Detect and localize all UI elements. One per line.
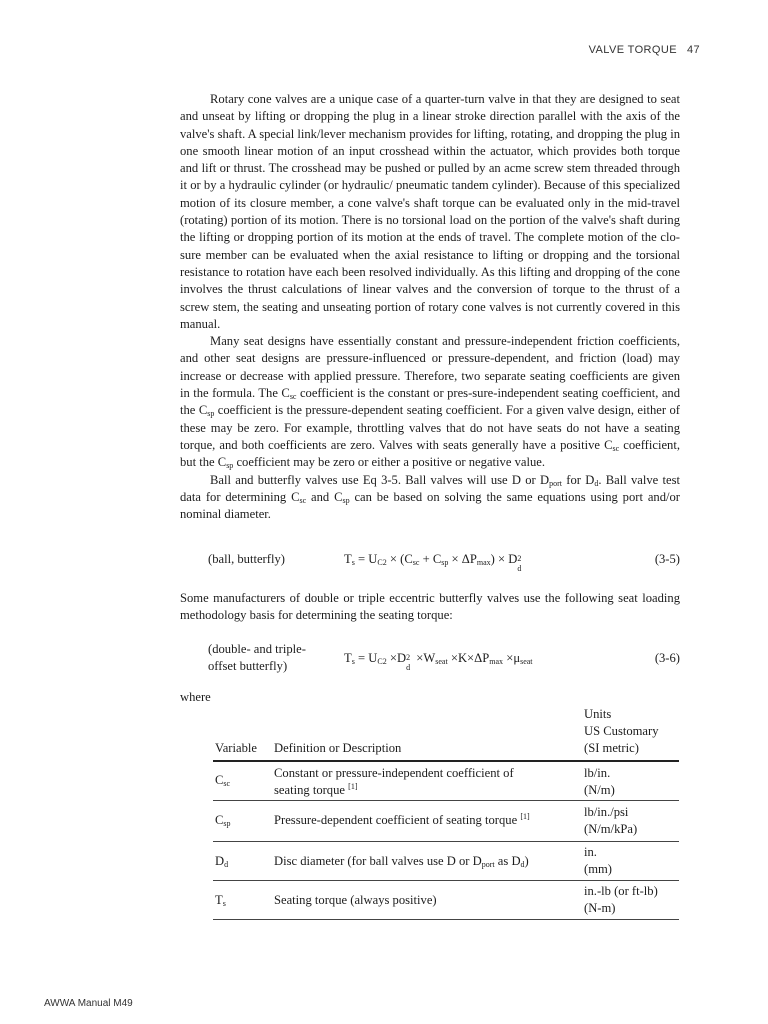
table-row [213,842,679,881]
variable-symbol: $T_s$ [215,893,226,908]
where-label: where [180,690,211,704]
variable-units: lb/in./psi (N/m/kPa) [584,805,638,836]
header-variable: Variable [215,741,257,755]
footer-manual-name: AWWA Manual M49 [44,998,133,1009]
page-number: 47 [686,44,700,56]
section-title: VALVE TORQUE [588,44,677,56]
paragraph-seat-designs: Many seat designs have essentially constant and pressure-independent friction coefficients, and other seat designs are pressure-influenced or pressure-dependent, and friction (load) may increase or decrease with applied pressure. Therefore, two separate seating coefficients are given in the formula. The $C_{sc}$ coefficient is the constant or pres-sure-independent seating coefficient, and the $C_{sp}$ coefficient is the pressure-dependent seating coefficient. For a given valve design, either of these may be zero. For example, throttling valves that do not have seats do not have a seating torque, and both coefficients are zero. Valves with seats generally have a positive $C_{sc}$ coefficient, but the $C_{sp}$ coefficient may be zero or either a positive or negative value. [180,334,680,471]
paragraph-ball-butterfly: Ball and butterfly valves use Eq 3-5. Ball valves will use D or $D_{port}$ for $D_d$. Ball valve test data for determining $C_{sc}$ and $C_{sp}$ can be based on solving the same equations using port and/or nominal diameter. [180,472,681,522]
body-text [180,91,680,523]
equation-number: (3-5) [654,552,680,566]
equation-label-line2: offset butterfly) [208,659,288,673]
variable-symbol: $D_d$ [215,854,229,869]
equation-formula: $T_s = U_{C2} \times (C_{sc} + C_{sp} \times \Delta P_{max}) \times D$ 2 d [344,552,522,573]
variable-definition: Constant or pressure-independent coefficient of seating torque [1] [274,766,514,797]
equation-label: (ball, butterfly) [208,552,285,566]
variable-definition: Pressure-dependent coefficient of seating torque [1] [274,812,530,827]
variable-symbol: $C_{sc}$ [215,773,231,788]
header-units: Units US Customary (SI metric) [584,707,659,755]
header-definition: Definition or Description [274,741,402,755]
equation-label-line1: (double- and triple- [208,642,306,656]
table-row [213,881,679,920]
paragraph-rotary-cone: Rotary cone valves are a unique case of a quarter-turn valve in that they are designed to seat and unseat by lifting or dropping the plug in a linear stroke direction parallel with the axis of the valve's shaft. A special link/lever mechanism provides for lifting, rotating, and dropping the plug in one smooth linear motion of an input crosshead within the actuator, which provides both torque and lift or thrust. The crosshead may be pushed or pulled by an acme screw stem threaded through it or by a hydraulic cylinder (or hydraulic/ pneumatic tandem cylinder). Because of this specialized motion of its closure member, a cone valve's shaft torque can be evaluated only in the mid-travel (rotating) portion of its motion. There is no torsional load on the portion of the valve's shaft during the lifting or dropping portion of its motion at the ends of travel. The complete motion of the clo-sure member can be evaluated when the axial resistance to lifting or dropping and the torsional resistance to rotation have each been resolved individually. As this lifting and dropping of the cone involves the thrust calculations of linear valves and the conversion of torque to the thrust of a screw stem, the seating and unseating portion of rotary cone valves is not currently covered in this manual. [180,92,680,331]
variable-units: in. (mm) [584,845,612,876]
running-header [589,44,700,56]
variable-definition: Disc diameter (for ball valves use D or $D_{port}$ as $D_d$) [274,854,529,869]
variable-units: lb/in. (N/m) [584,766,615,797]
table-row [213,762,679,801]
variable-definition: Seating torque (always positive) [274,893,437,907]
equation-3-6 [180,641,680,677]
variable-table [213,708,679,920]
table-header [213,708,679,762]
table-row [213,801,679,842]
paragraph-eccentric-butterfly: Some manufacturers of double or triple eccentric butterfly valves use the following seat loading methodology basis for determining the seating torque: [180,591,680,623]
variable-symbol: $C_{sp}$ [215,813,231,828]
variable-units: in.-lb (or ft-lb) (N-m) [584,884,658,915]
equation-number: (3-6) [654,651,680,665]
equation-formula: $T_s = U_{C2} \times D$ 2 d $\times W_{seat} \times K\times\Delta P_{max} \times\mu_{seat}$ [344,651,533,672]
